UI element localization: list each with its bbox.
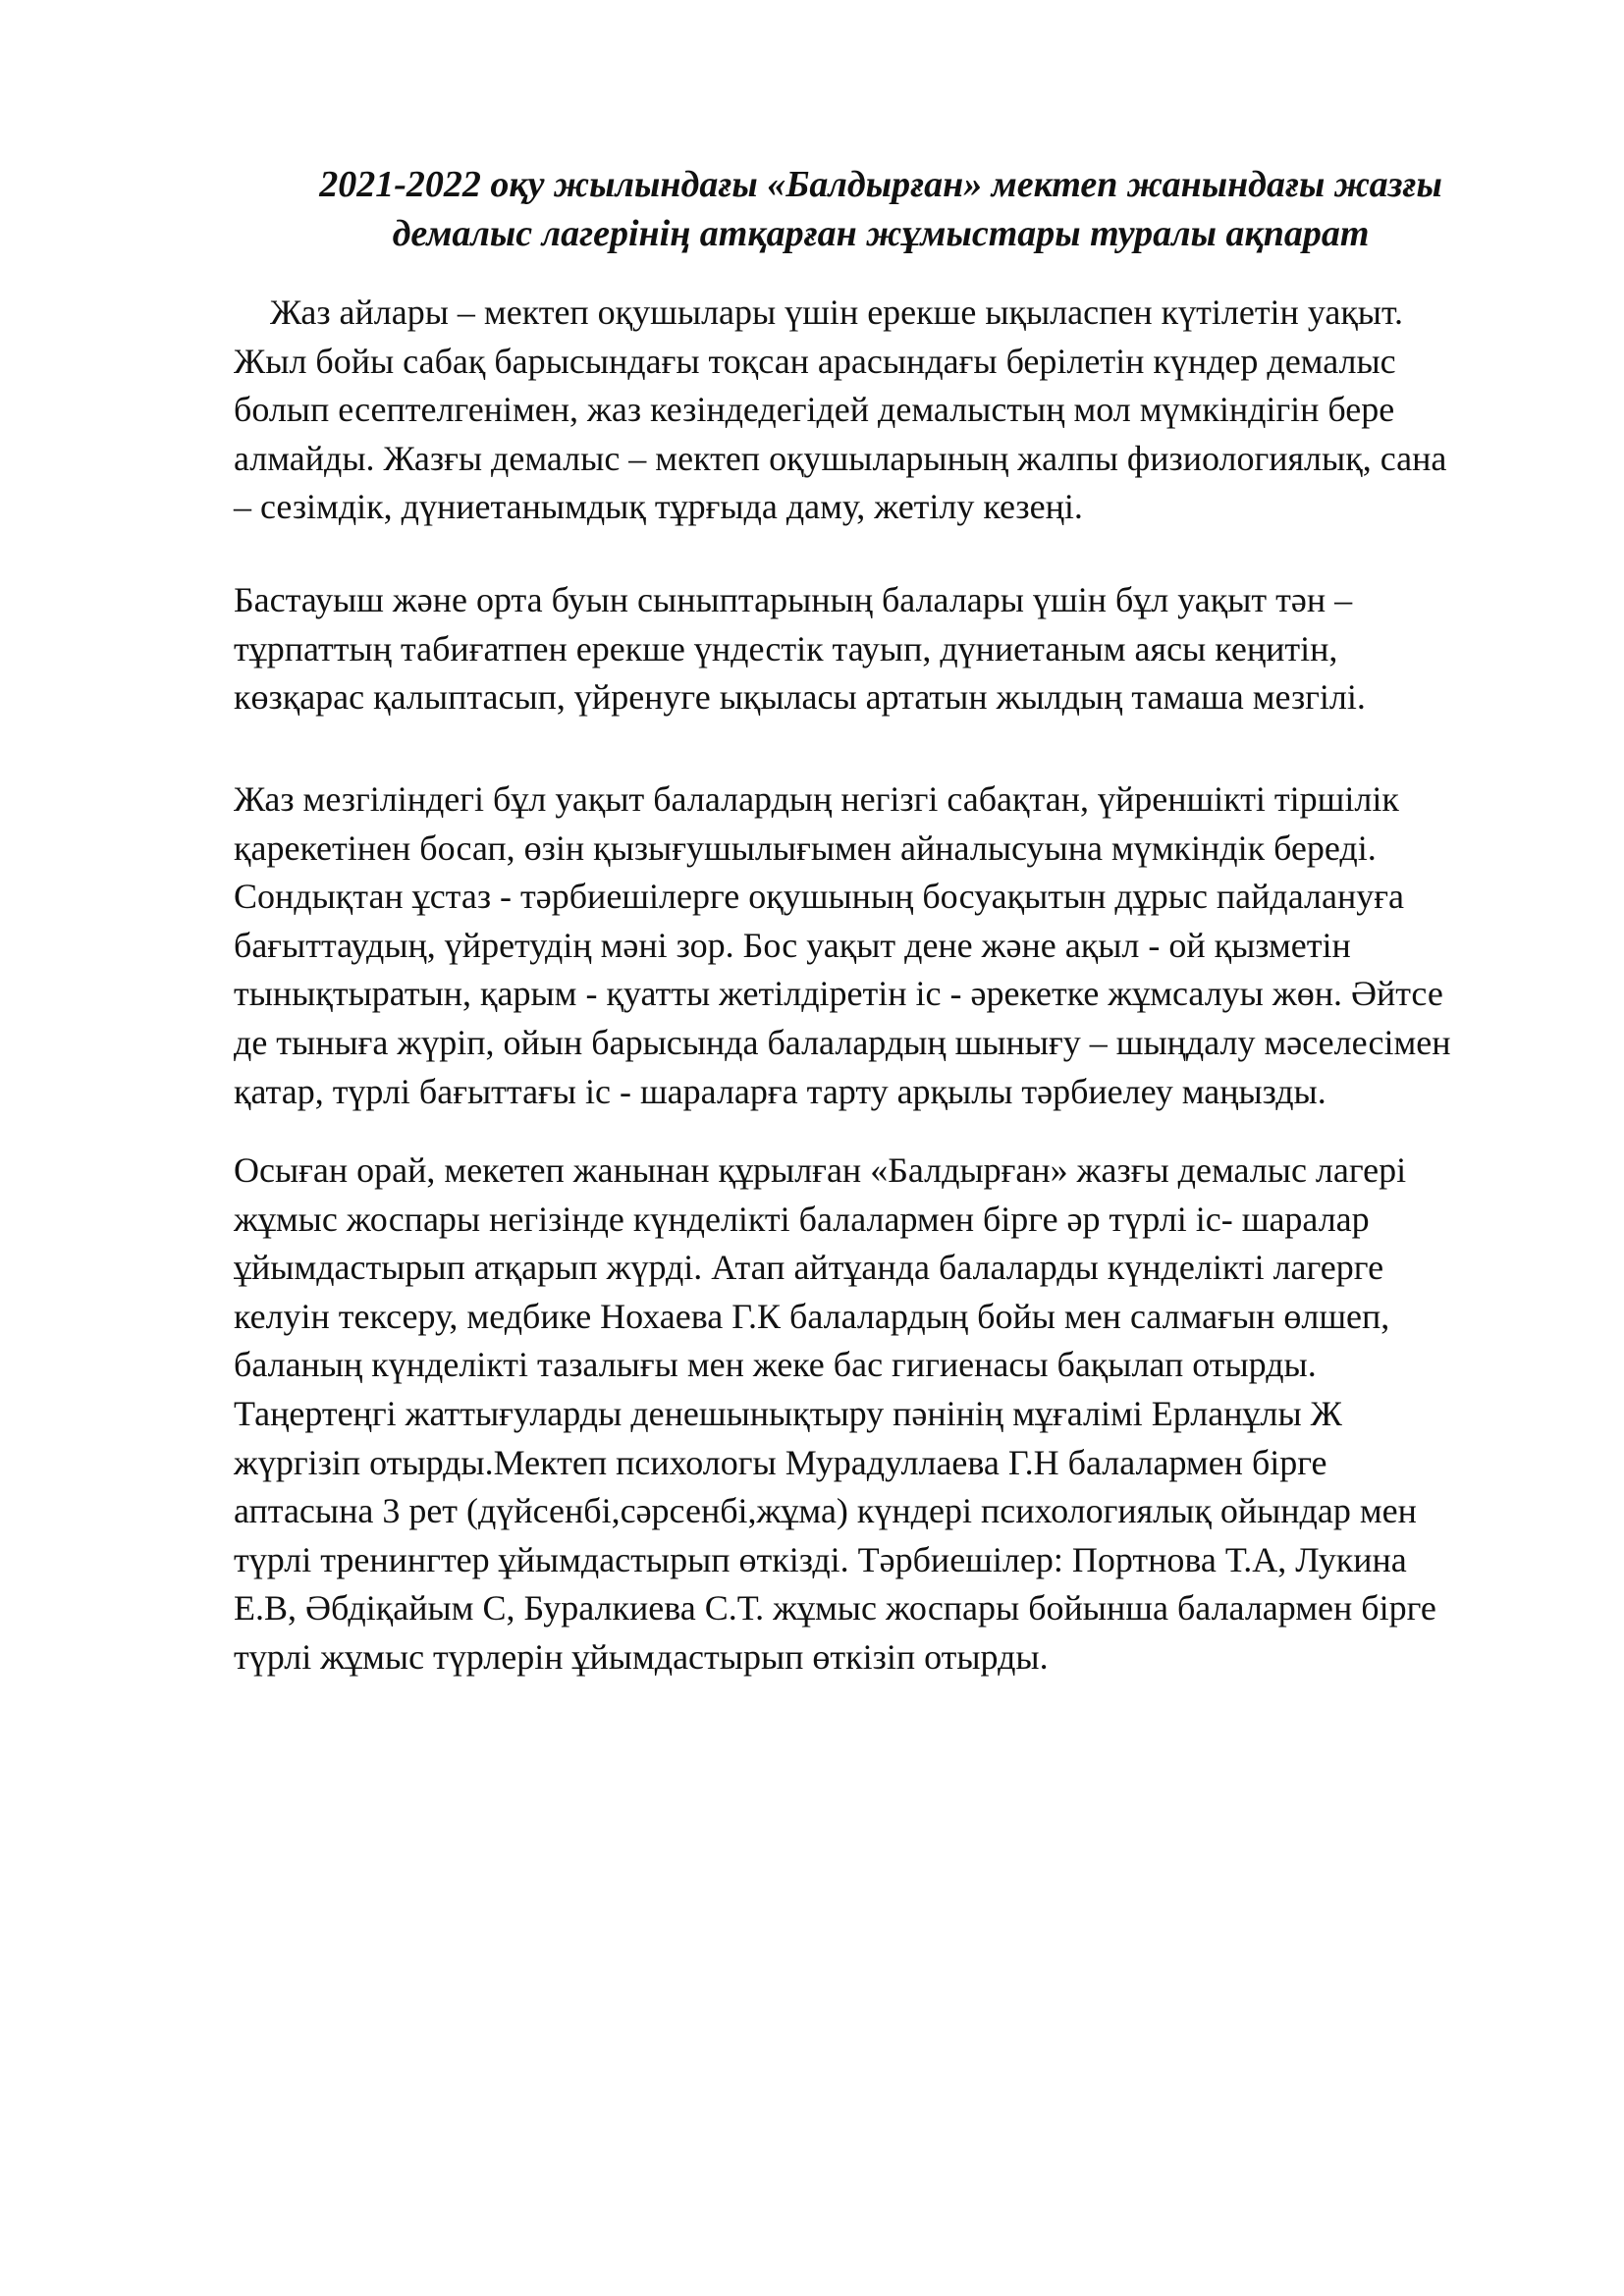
- paragraph-camp-activities: [234, 1147, 1530, 1682]
- text-line: – сезімдік, дүниетанымдық тұрғыда даму, жетілу кезеңі.: [234, 487, 1083, 527]
- text-line: Жаз мезгіліндегі бұл уақыт балалардың негізгі сабақтан, үйреншікті тіршілік: [234, 779, 1399, 819]
- text-line: Осыған орай, мекетеп жанынан құрылған «Балдырған» жазғы демалыс лагері: [234, 1150, 1407, 1190]
- text-line: Е.В, Әбдіқайым С, Буралкиева С.Т. жұмыс жоспары бойынша балалармен бірге: [234, 1588, 1436, 1629]
- text-line: бағыттаудың, үйретудің мәні зор. Бос уақыт дене және ақыл - ой қызметін: [234, 925, 1351, 965]
- text-line: Таңертеңгі жаттығуларды денешынықтыру пәнінің мұғалімі Ерланұлы Ж: [234, 1393, 1342, 1433]
- text-line: Сондықтан ұстаз - тәрбиешілерге оқушының босуақытын дұрыс пайдалануға: [234, 877, 1404, 917]
- text-line: де тыныға жүріп, ойын барысында балалардың шынығу – шыңдалу мәселесімен: [234, 1022, 1451, 1062]
- text-line: болып есептелгенімен, жаз кезіндедегідей демалыстың мол мүмкіндігін бере: [234, 390, 1395, 430]
- document-title: [234, 160, 1528, 258]
- text-line: баланың күнделікті тазалығы мен жеке бас гигиенасы бақылап отырды.: [234, 1345, 1317, 1385]
- text-line: Бастауыш және орта буын сыныптарының балалары үшін бұл уақыт тән –: [234, 580, 1353, 619]
- text-line: көзқарас қалыптасып, үйренуге ықыласы артатын жылдың тамаша мезгілі.: [234, 677, 1366, 718]
- text-line: жұмыс жоспары негізінде күнделікті балалармен бірге әр түрлі іс- шаралар: [234, 1199, 1370, 1239]
- text-line: тұрпаттың табиғатпен ерекше үндестік тауып, дүниетаным аясы кеңитін,: [234, 628, 1338, 668]
- title-line: демалыс лагерінің атқарған жұмыстары туралы ақпарат: [392, 213, 1370, 254]
- text-line: түрлі тренингтер ұйымдастырып өткізді. Тәрбиешілер: Портнова Т.А, Лукина: [234, 1539, 1407, 1579]
- title-line: 2021-2022 оқу жылындағы «Балдырған» мектеп жанындағы жазғы: [319, 164, 1442, 205]
- text-line: қатар, түрлі бағыттағы іс - шараларға тарту арқылы тәрбиелеу маңызды.: [234, 1071, 1326, 1111]
- paragraph-summer-time: [234, 775, 1530, 1116]
- text-line: келуін тексеру, медбике Нохаева Г.К балалардың бойы мен салмағын өлшеп,: [234, 1296, 1390, 1336]
- text-line: жүргізіп отырды.Мектеп психологы Мурадуллаева Г.Н балалармен бірге: [234, 1442, 1327, 1482]
- text-line: ұйымдастырып атқарып жүрді. Атап айтұанда балаларды күнделікті лагерге: [234, 1248, 1384, 1288]
- text-line: аптасына 3 рет (дүйсенбі,сәрсенбі,жұма) күндері психологиялық ойындар мен: [234, 1491, 1417, 1531]
- text-line: тынықтыратын, қарым - қуатты жетілдіретін іс - әрекетке жұмсалуы жөн. Әйтсе: [234, 974, 1443, 1014]
- paragraph-summer-intro: [234, 289, 1530, 532]
- text-line: Жыл бойы сабақ барысындағы тоқсан арасындағы берілетін күндер демалыс: [234, 341, 1396, 381]
- text-line: алмайды. Жазғы демалыс – мектеп оқушыларының жалпы физиологиялық, сана: [234, 438, 1447, 478]
- text-line: түрлі жұмыс түрлерін ұйымдастырып өткізіп отырды.: [234, 1636, 1049, 1677]
- text-line: қарекетінен босап, өзін қызығушылығымен айналысуына мүмкіндік береді.: [234, 828, 1377, 868]
- paragraph-primary-grades: [234, 576, 1530, 722]
- text-line: Жаз айлары – мектеп оқушылары үшін ерекше ықыласпен күтілетін уақыт.: [270, 293, 1404, 332]
